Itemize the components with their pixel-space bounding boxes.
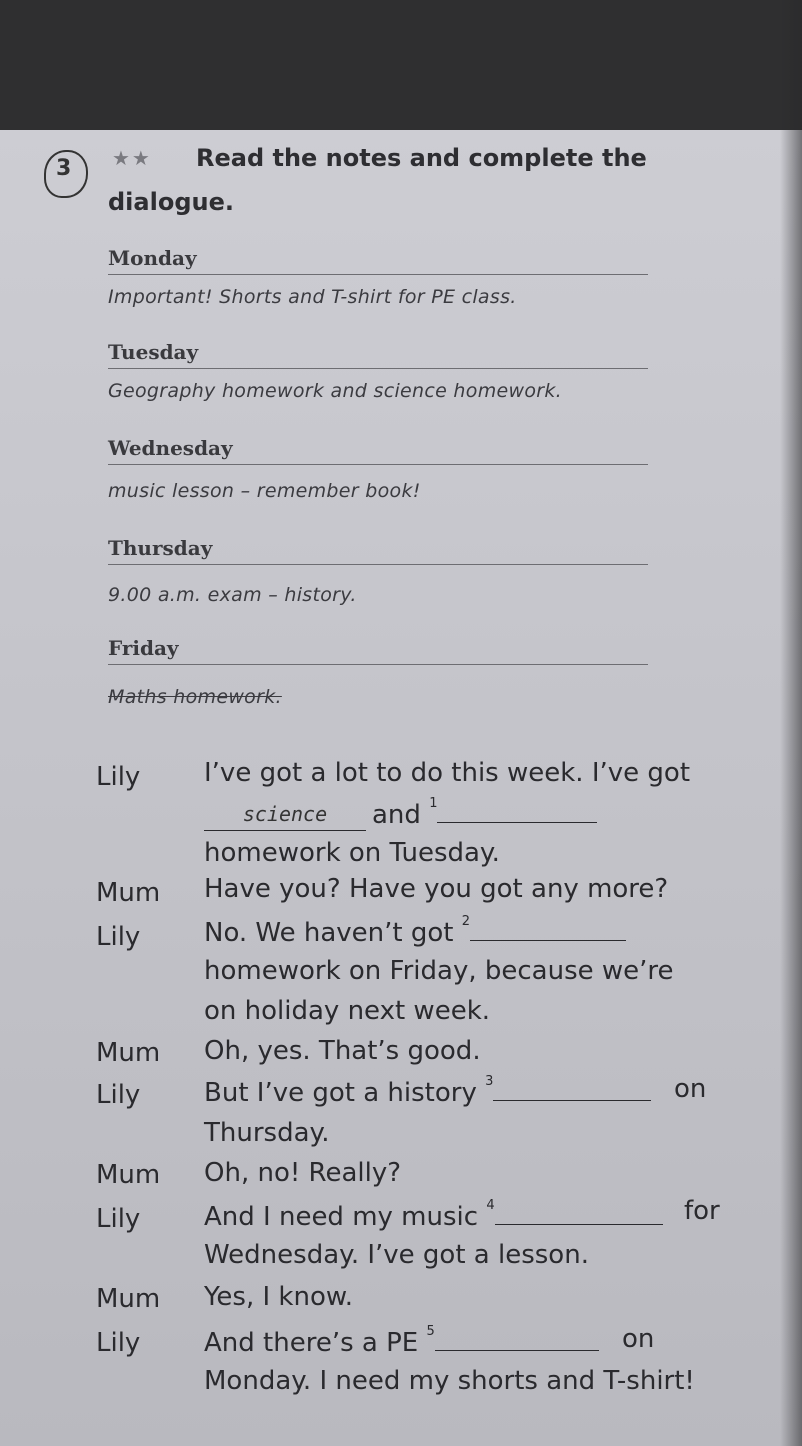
note-day-friday: Friday (108, 636, 648, 665)
exercise-number-circle (44, 150, 88, 198)
gap-number-3: 3 (485, 1074, 494, 1089)
dialogue-word: on (622, 1324, 655, 1354)
dialogue-line: Yes, I know. (204, 1282, 354, 1312)
note-day-thursday: Thursday (108, 536, 648, 565)
answer-blank-3[interactable] (493, 1076, 651, 1101)
dialogue-text: But I’ve got a history (204, 1078, 477, 1108)
speaker-mum: Mum (96, 1284, 161, 1314)
dialogue-line (204, 1200, 663, 1232)
note-day-monday: Monday (108, 246, 648, 275)
note-text-wednesday: music lesson – remember book! (108, 480, 421, 502)
speaker-lily: Lily (96, 762, 141, 792)
speaker-lily: Lily (96, 1080, 141, 1110)
instruction-line-2: dialogue. (108, 188, 234, 216)
dialogue-line (204, 916, 626, 948)
speaker-mum: Mum (96, 1038, 161, 1068)
exercise-number: 3 (56, 156, 72, 181)
gap-number-5: 5 (426, 1324, 435, 1339)
gap-number-1: 1 (429, 796, 438, 811)
dialogue-line: I’ve got a lot to do this week. I’ve got (204, 758, 691, 788)
dialogue-line: Have you? Have you got any more? (204, 874, 669, 904)
answer-blank-2[interactable] (470, 916, 626, 941)
dialogue-line: homework on Friday, because we’re (204, 956, 674, 986)
dialogue-line: Oh, yes. That’s good. (204, 1036, 481, 1066)
answer-blank-4[interactable] (495, 1200, 663, 1225)
dialogue-word: on (674, 1074, 707, 1104)
speaker-mum: Mum (96, 1160, 161, 1190)
dialogue-line: Wednesday. I’ve got a lesson. (204, 1240, 589, 1270)
difficulty-stars: ★★ (112, 146, 152, 170)
note-text-tuesday: Geography homework and science homework. (108, 380, 563, 402)
note-text-friday: Maths homework. (108, 686, 282, 708)
dialogue-line: Monday. I need my shorts and T-shirt! (204, 1366, 695, 1396)
note-text-monday: Important! Shorts and T-shirt for PE class. (108, 286, 517, 308)
answer-blank-5[interactable] (435, 1326, 599, 1351)
gap-number-4: 4 (486, 1198, 495, 1213)
exercise-instruction (108, 136, 668, 224)
dialogue-text: And I need my music (204, 1202, 479, 1232)
page-edge-shadow (780, 0, 802, 1446)
speaker-lily: Lily (96, 922, 141, 952)
dialogue-line: Oh, no! Really? (204, 1158, 402, 1188)
speaker-lily: Lily (96, 1204, 141, 1234)
dialogue-text: No. We haven’t got (204, 918, 454, 948)
example-answer: science (204, 802, 366, 831)
dialogue-line: homework on Tuesday. (204, 838, 500, 868)
dialogue-word: for (684, 1196, 720, 1226)
dialogue-line (204, 1076, 651, 1108)
speaker-mum: Mum (96, 878, 161, 908)
dialogue-word: and (372, 800, 421, 830)
instruction-line-1: Read the notes and complete the (196, 144, 647, 172)
speaker-lily: Lily (96, 1328, 141, 1358)
dialogue-line (204, 1326, 599, 1358)
note-text-thursday: 9.00 a.m. exam – history. (108, 584, 357, 606)
dialogue-line (372, 798, 597, 830)
answer-blank-1[interactable] (437, 798, 597, 823)
dialogue-line: Thursday. (204, 1118, 330, 1148)
note-day-tuesday: Tuesday (108, 340, 648, 369)
gap-number-2: 2 (461, 914, 471, 929)
note-day-wednesday: Wednesday (108, 436, 648, 465)
dialogue-line: on holiday next week. (204, 996, 491, 1026)
dialogue-text: And there’s a PE (204, 1328, 419, 1358)
